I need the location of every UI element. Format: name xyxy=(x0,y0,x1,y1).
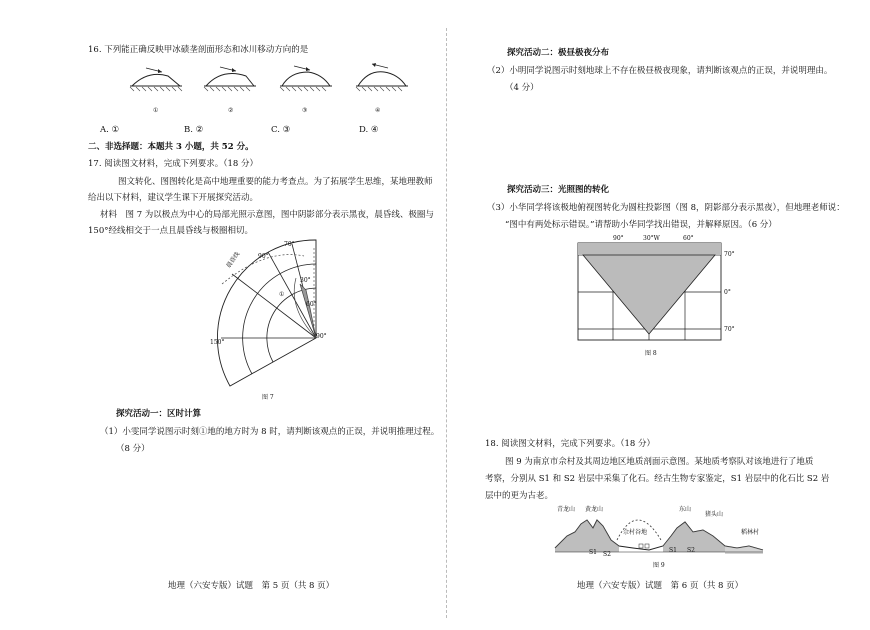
fig7-label-terminator: 晨昏线 xyxy=(225,250,242,270)
fig9-label-zhutoushan: 猪头山 xyxy=(705,511,724,518)
night-band-top xyxy=(578,243,721,255)
fig9-label-dongshan: 东山 xyxy=(679,506,692,513)
q16-fig-label-4: ④ xyxy=(375,107,381,114)
q16-figures xyxy=(118,62,418,112)
q17-sub1-line-1: （1）小雯同学说图示时刻①地的地方时为 8 时，请判断该观点的正误，并说明推理过程。 xyxy=(100,427,440,437)
figure-8-diagram xyxy=(577,242,727,344)
q17-intro-line-1: 图文转化、图图转化是高中地理重要的能力考查点。为了拓展学生思维，某地理教师 xyxy=(118,177,433,187)
q18-stem: 18. 阅读图文材料，完成下列要求。（18 分） xyxy=(485,439,655,449)
q17-material-line-2: 150°经线相交于一点且晨昏线与极圈相切。 xyxy=(88,226,253,236)
fig9-label-s2-left: S2 xyxy=(603,551,611,558)
q16-fig-label-1: ① xyxy=(153,107,159,114)
q17-sub3-line-1: （3）小华同学将该极地俯视图转化为圆柱投影图（图 8，阴影部分表示黑夜），但地理老师说： xyxy=(487,203,845,213)
figure-9-caption: 图 9 xyxy=(653,562,665,569)
fig9-label-s1-left: S1 xyxy=(589,549,597,556)
activity-2-title: 探究活动二：极昼极夜分布 xyxy=(507,48,610,58)
fig8-top-label-60: 60° xyxy=(683,235,694,242)
fig8-right-label-0: 0° xyxy=(724,289,731,296)
q16-fig-label-3: ③ xyxy=(302,107,308,114)
fig7-label-150: 150° xyxy=(210,339,225,346)
q17-sub2-line-2: （4 分） xyxy=(505,83,539,93)
activity-1-title: 探究活动一：区时计算 xyxy=(116,409,202,419)
left-footer: 地理（六安专版）试题 第 5 页（共 8 页） xyxy=(168,581,335,591)
q16-fig-4 xyxy=(356,63,408,91)
q16-option-b: B. ② xyxy=(184,125,204,135)
q18-line-2: 考察，分别从 S1 和 S2 岩层中采集了化石。经古生物专家鉴定，S1 岩层中的化石比 S2 岩 xyxy=(485,474,830,484)
q17-material-line-1: 材料 图 7 为以极点为中心的局部光照示意图，图中阴影部分表示黑夜，晨昏线、极圈与 xyxy=(100,210,434,220)
q17-stem: 17. 阅读图文材料，完成下列要求。（18 分） xyxy=(88,159,258,169)
fig9-label-s1-right: S1 xyxy=(669,547,677,554)
section-2-heading: 二、非选择题：本题共 3 小题，共 52 分。 xyxy=(88,142,254,152)
figure-7-caption: 图 7 xyxy=(262,394,274,401)
q16-option-d: D. ④ xyxy=(359,125,379,135)
q16-fig-1 xyxy=(130,68,182,91)
night-triangle xyxy=(583,255,715,334)
activity-3-title: 探究活动三：光照图的转化 xyxy=(507,185,610,195)
fig7-label-70: 70° xyxy=(284,241,295,248)
fig8-right-label-70-top: 70° xyxy=(724,251,735,258)
q16-stem: 16. 下列能正确反映甲冰碛垄剖面形态和冰川移动方向的是 xyxy=(88,45,309,55)
fig9-label-daolincun: 稻林村 xyxy=(741,529,760,536)
fig9-label-qinglongshan: 青龙山 xyxy=(557,506,576,513)
q17-sub3-line-2: “图中有两处标示错误。”请帮助小华同学找出错误，并解释原因。（6 分） xyxy=(505,220,777,230)
q17-sub1-line-2: （8 分） xyxy=(116,444,150,454)
fig7-label-30: 30° xyxy=(300,277,311,284)
figure-7-diagram xyxy=(196,238,336,390)
q16-fig-label-2: ② xyxy=(228,107,234,114)
q17-intro-line-2: 给出以下材料，建议学生课下开展探究活动。 xyxy=(88,193,259,203)
fig9-label-s2-right: S2 xyxy=(687,547,695,554)
night-shade xyxy=(300,284,316,338)
fig9-label-shecun-valley: 佘村谷地 xyxy=(623,529,648,536)
fig7-label-point-1: ① xyxy=(279,291,285,298)
right-footer: 地理（六安专版）试题 第 6 页（共 8 页） xyxy=(577,581,744,591)
q16-option-c: C. ③ xyxy=(271,125,291,135)
q16-fig-3 xyxy=(280,66,332,91)
fig7-label-60: 60° xyxy=(306,301,317,308)
fig8-right-label-70-bottom: 70° xyxy=(724,326,735,333)
q16-option-a: A. ① xyxy=(100,125,120,135)
q18-line-3: 层中的更为古老。 xyxy=(485,491,554,501)
figure-8-caption: 图 8 xyxy=(645,350,657,357)
q18-line-1: 图 9 为南京市佘村及其周边地区地质剖面示意图。某地质考察队对该地进行了地质 xyxy=(505,457,814,467)
right-page xyxy=(435,0,870,630)
fig8-top-label-90: 90° xyxy=(613,235,624,242)
q17-sub2-line-1: （2）小明同学说图示时刻地球上不存在极昼极夜现象，请判断该观点的正误，并说明理由。 xyxy=(487,66,833,76)
fig8-top-label-30w: 30°W xyxy=(643,235,660,242)
fig7-label-90-pole: 90° xyxy=(316,333,327,340)
fig7-label-90: 90° xyxy=(258,253,269,260)
fig9-label-huanglongshan: 黄龙山 xyxy=(585,506,604,513)
figure-9-profile xyxy=(553,506,773,558)
q16-fig-2 xyxy=(204,67,256,91)
